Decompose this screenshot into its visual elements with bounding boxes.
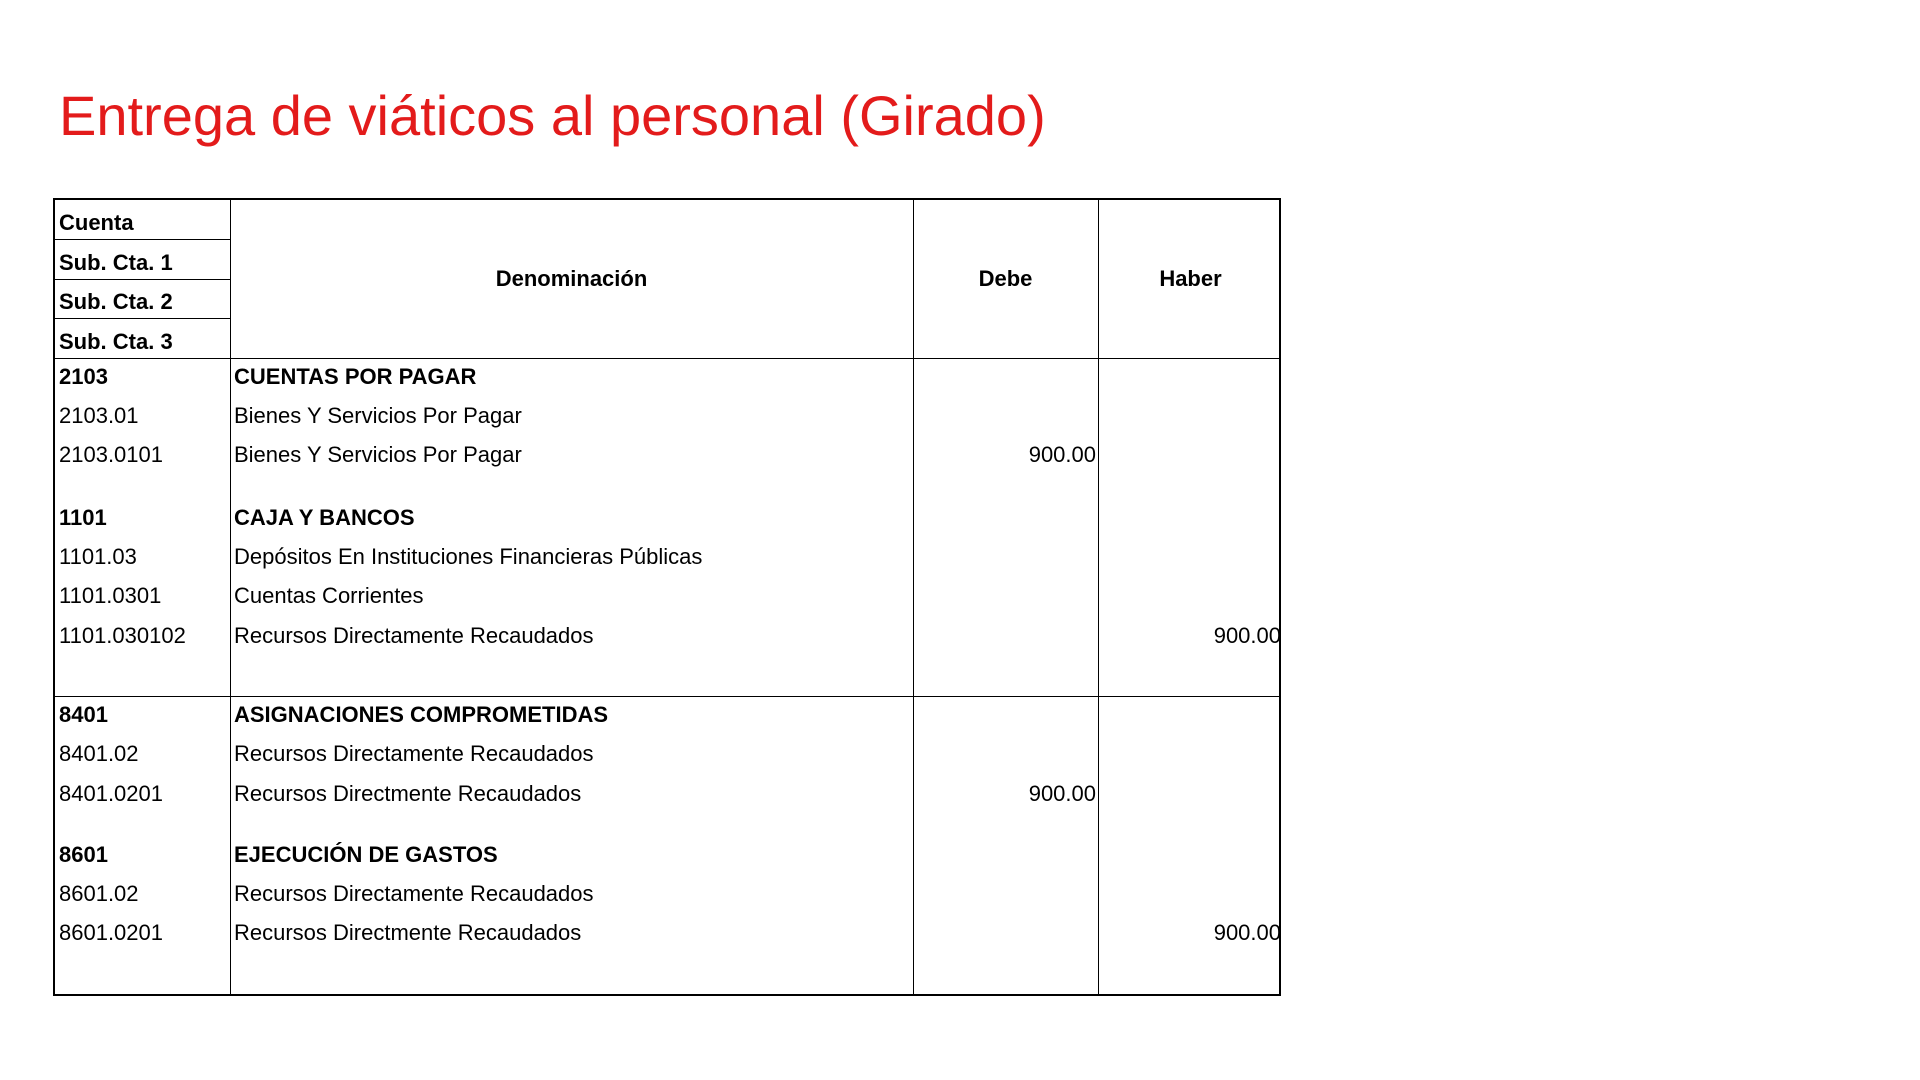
header-bottom-border <box>55 358 1279 359</box>
account-code: 1101 <box>59 505 107 530</box>
header-haber: Haber <box>1159 266 1222 291</box>
account-code: 2103 <box>59 364 108 389</box>
header-cuenta: Cuenta <box>59 210 134 235</box>
account-name: Depósitos En Instituciones Financieras Públicas <box>234 544 703 569</box>
accounting-entry-table <box>53 198 1281 996</box>
header-sub-cta-2: Sub. Cta. 2 <box>59 289 173 314</box>
account-name: Cuentas Corrientes <box>234 583 424 608</box>
account-name: CAJA Y BANCOS <box>234 505 415 530</box>
column-divider <box>913 200 914 994</box>
debe-amount: 900.00 <box>1028 781 1096 806</box>
header-denominacion: Denominación <box>495 266 648 291</box>
account-name: ASIGNACIONES COMPROMETIDAS <box>234 702 609 727</box>
account-code: 8601 <box>59 842 108 867</box>
page-title: Entrega de viáticos al personal (Girado) <box>59 84 1046 147</box>
account-code: 1101.03 <box>59 544 137 569</box>
column-divider <box>1098 200 1099 994</box>
section-divider <box>55 696 1279 697</box>
header-sub-cta-3: Sub. Cta. 3 <box>59 329 173 354</box>
header-divider <box>55 279 230 280</box>
column-divider <box>230 200 231 994</box>
header-divider <box>55 239 230 240</box>
account-code: 8401.02 <box>59 741 139 766</box>
header-sub-cta-1: Sub. Cta. 1 <box>59 250 173 275</box>
account-name: CUENTAS POR PAGAR <box>234 364 477 389</box>
header-divider <box>55 318 230 319</box>
account-code: 8601.0201 <box>59 920 163 945</box>
header-debe: Debe <box>978 266 1033 291</box>
account-name: Recursos Directamente Recaudados <box>234 623 594 648</box>
account-code: 8401.0201 <box>59 781 163 806</box>
account-code: 8401 <box>59 702 108 727</box>
account-code: 8601.02 <box>59 881 139 906</box>
account-name: Bienes Y Servicios Por Pagar <box>234 442 522 467</box>
account-code: 2103.01 <box>59 403 139 428</box>
haber-amount: 900.00 <box>1213 920 1281 945</box>
account-name: Recursos Directmente Recaudados <box>234 781 582 806</box>
account-name: Recursos Directamente Recaudados <box>234 881 594 906</box>
account-name: Bienes Y Servicios Por Pagar <box>234 403 522 428</box>
account-code: 1101.0301 <box>59 583 162 608</box>
haber-amount: 900.00 <box>1213 623 1281 648</box>
account-name: EJECUCIÓN DE GASTOS <box>234 842 498 867</box>
debe-amount: 900.00 <box>1028 442 1096 467</box>
account-name: Recursos Directmente Recaudados <box>234 920 582 945</box>
account-code: 2103.0101 <box>59 442 163 467</box>
account-name: Recursos Directamente Recaudados <box>234 741 594 766</box>
account-code: 1101.030102 <box>59 623 186 648</box>
